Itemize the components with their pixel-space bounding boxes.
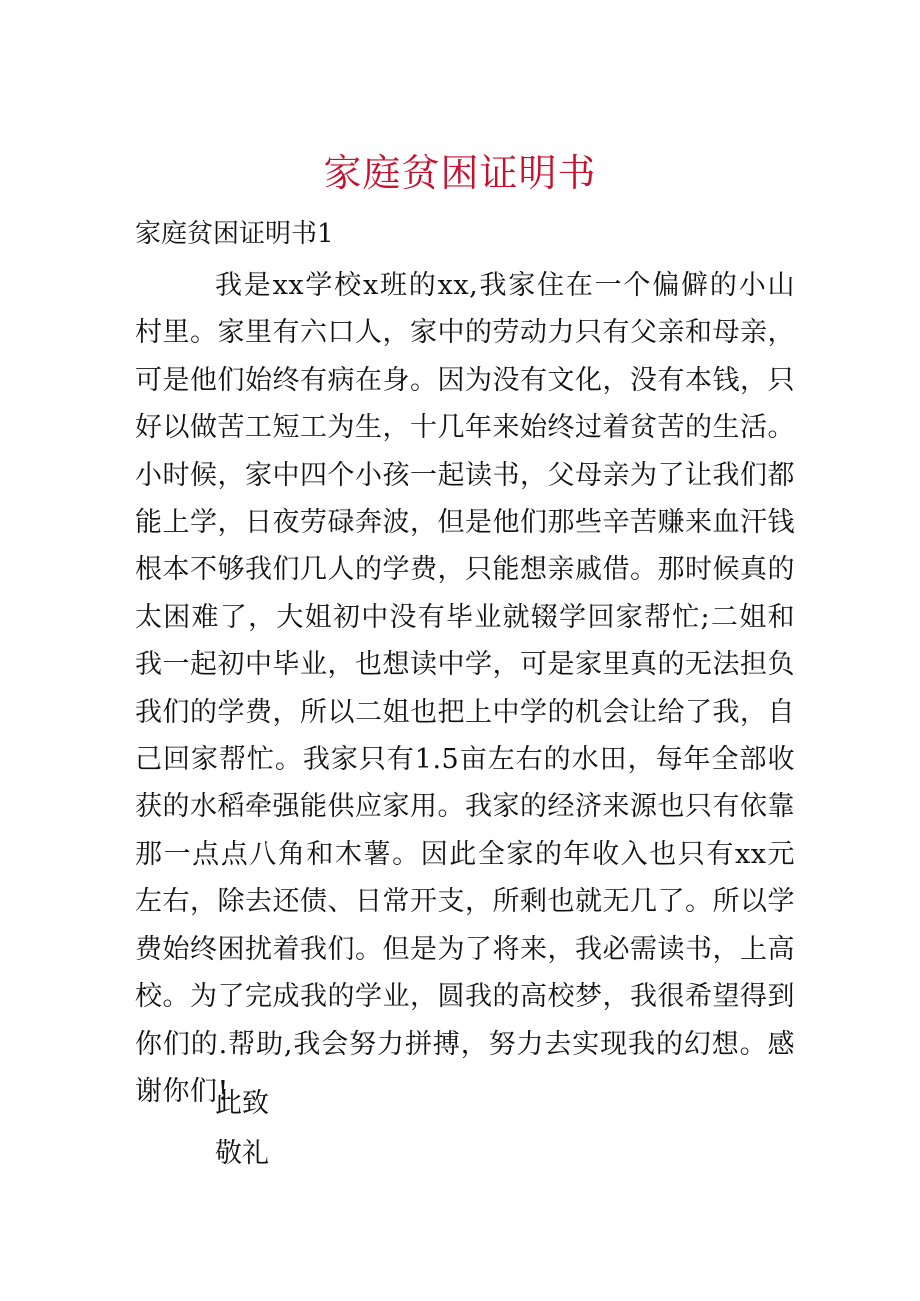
closing-salutation: 敬礼 (215, 1138, 269, 1169)
document-title: 家庭贫困证明书 (323, 151, 597, 195)
closing-greeting: 此致 (215, 1088, 269, 1119)
document-subtitle: 家庭贫困证明书1 (135, 219, 334, 249)
body-paragraph: 我是xx学校x班的xx,我家住在一个偏僻的小山村里。家里有六口人，家中的劳动力只有父亲和母亲，可是他们始终有病在身。因为没有文化，没有本钱，只好以做苦工短工为生，十几年来始终过着贫苦的生活。小时候，家中四个小孩一起读书，父母亲为了让我们都能上学，日夜劳碌奔波，但是他们那些辛苦赚来血汗钱根本不够我们几人的学费，只能想亲戚借。那时候真的太困难了，大姐初中没有毕业就辍学回家帮忙;二姐和我一起初中毕业，也想读中学，可是家里真的无法担负我们的学费，所以二姐也把上中学的机会让给了我，自己回家帮忙。我家只有1.5亩左右的水田，每年全部收获的水稻牵强能供应家用。我家的经济来源也只有依靠那一点点八角和木薯。因此全家的年收入也只有xx元左右，除去还债、日常开支，所剩也就无几了。所以学费始终困扰着我们。但是为了将来，我必需读书，上高校。为了完成我的学业，圆我的高校梦，我很希望得到你们的.帮助,我会努力拼搏，努力去实现我的幻想。感谢你们! (135, 270, 795, 1107)
